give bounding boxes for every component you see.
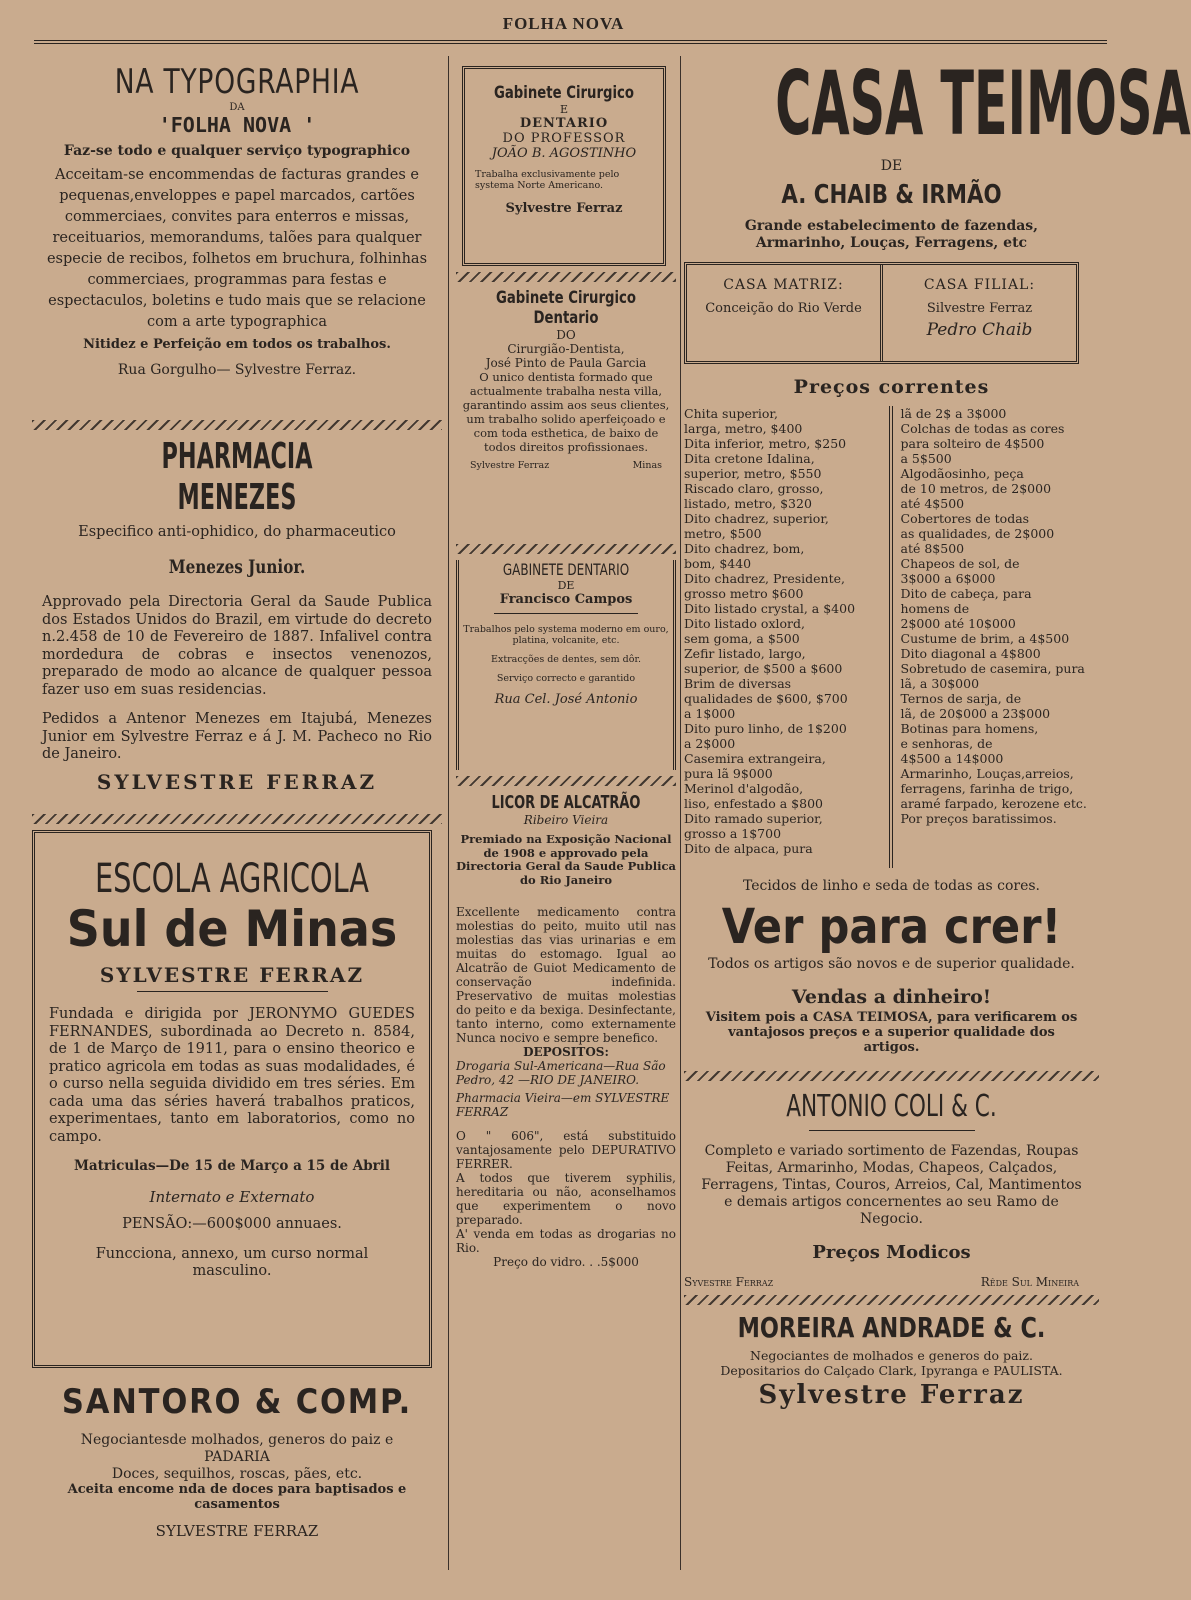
ad-body: Acceitam-se encommendas de facturas grandes e pequenas,enveloppes e papel marcados, cartões commerciaes, convites para enterros e missas, receituarios, memorandums, talões para qualquer especie de recibos, folhetos em bruchura, folhinhas commerciaes, programmas para festas e espectaculos, boletins e tudo mais que se relacione com a arte typographica — [46, 167, 428, 330]
price-list-entry: para solteiro de 4$500 — [900, 436, 1045, 451]
price-list-entry: Dito de cabeça, para — [900, 586, 1032, 601]
price-list-entry: Dito listado oxlord, — [684, 616, 805, 631]
price-list-entry: Dito chadrez, Presidente, grosso metro $600 — [684, 571, 845, 601]
price-list-entry: Chapeos de sol, de — [900, 556, 1020, 571]
ad-drogaria: Drogaria Sul-Americana—Rua São Pedro, 42 —RIO DE JANEIRO. — [456, 1059, 666, 1087]
price-list-entry: Armarinho, Louças,arreios, ferragens, farinha de trigo, aramé farpado, kerozene etc. — [900, 766, 1087, 811]
ad-title: SANTORO & COMP. — [61, 1382, 413, 1422]
price-list-entry: 2$000 até 10$000 — [900, 616, 1016, 631]
gabinete1-ad — [462, 66, 666, 266]
licor-ad — [456, 792, 676, 1269]
filial-box — [883, 265, 1076, 361]
ornament-rule — [809, 1130, 975, 1131]
ad-place: Sylvestre Ferraz — [758, 1380, 1025, 1410]
price-list-entry: Ternos de sarja, de — [900, 691, 1022, 706]
ad-title: LICOR DE ALCATRÃO — [491, 792, 641, 813]
price-list-entry: Dito listado crystal, a $400 — [684, 601, 856, 616]
ad-dentario: Dentario — [533, 308, 599, 328]
price-list-entry: Dito chadrez, superior, — [684, 511, 829, 526]
ad-address: Rua Gorgulho— Sylvestre Ferraz. — [117, 362, 357, 378]
coli-ad — [684, 1089, 1099, 1289]
price-list-entry: Cobertores de todas — [900, 511, 1030, 526]
column-divider-2 — [680, 56, 681, 1570]
price-list-entry: a 2$000 — [684, 736, 736, 751]
price-list-entry: Chita superior, — [684, 406, 779, 421]
price-list-entry: a 1$000 — [684, 706, 736, 721]
price-list-entry: 3$000 a 6$000 — [900, 571, 996, 586]
price-list-entry: Algodãosinho, peça — [900, 466, 1024, 481]
ad-place1: Sylvestre Ferraz — [470, 460, 550, 471]
price-list-entry: grosso a 1$700 — [684, 826, 782, 841]
ad-place: SYLVESTRE FERRAZ — [99, 963, 365, 987]
ad-title: ANTONIO COLI & C. — [786, 1089, 997, 1124]
price-list-entry: metro, $500 — [684, 526, 762, 541]
filial-place: Silvestre Ferraz — [926, 301, 1033, 316]
ad-title: CASA TEIMOSA — [775, 52, 1191, 155]
ad-title: Gabinete Cirurgico — [495, 288, 637, 308]
price-list-entry: larga, metro, $400 — [684, 421, 803, 436]
price-list-entry: até 4$500 — [900, 496, 965, 511]
column-divider-1 — [448, 56, 449, 1570]
price-list-entry: sem goma, a $500 — [684, 631, 800, 646]
ad-sub: Grande estabelecimento de fazendas, Armarinho, Louças, Ferragens, etc — [744, 218, 1039, 251]
price-list-entry: superior, de $500 a $600 — [684, 661, 843, 676]
ad-precos: Preços Modicos — [812, 1242, 971, 1263]
divider-ornament — [456, 272, 676, 282]
column-right — [684, 50, 1191, 1574]
ad-title: PHARMACIA MENEZES — [161, 436, 313, 518]
ad-de: DE — [880, 158, 903, 174]
price-list-entry: Zefir listado, largo, — [684, 646, 806, 661]
ad-venda: A' venda em todas as drogarias no Rio. — [456, 1227, 676, 1255]
price-list-entry: Dito ramado superior, — [684, 811, 823, 826]
column-middle — [456, 50, 676, 1574]
price-list-entry: Colchas de todas as cores — [900, 421, 1065, 436]
ad-pharmacia: Pharmacia Vieira—em SYLVESTRE FERRAZ — [456, 1091, 670, 1119]
ad-place: SYLVESTRE FERRAZ — [96, 769, 378, 794]
price-list-right — [893, 406, 1100, 868]
column-left — [32, 50, 442, 1574]
masthead: FOLHA NOVA — [502, 14, 625, 33]
ad-novos: Todos os artigos são novos e de superior qualidade. — [708, 956, 1075, 972]
divider-ornament — [32, 420, 442, 430]
price-list-entry: Brim de diversas — [684, 676, 792, 691]
ad-place2: Rêde Sul Mineira — [980, 1275, 1079, 1289]
price-list-entry: Dito de alpaca, pura — [684, 841, 813, 856]
price-list-entry: Por preços baratissimos. — [900, 811, 1057, 826]
ad-owner: A. CHAIB & IRMÃO — [781, 180, 1002, 210]
divider-ornament — [684, 1295, 1099, 1305]
ad-name: Menezes Junior. — [168, 556, 306, 578]
ad-place1: Syvestre Ferraz — [684, 1275, 774, 1289]
ornament-rule — [137, 991, 328, 992]
typographia-ad — [32, 62, 442, 414]
ad-subtitle: Faz-se todo e qualquer serviço typographico — [63, 143, 411, 159]
price-list-entry: pura lã 9$000 — [684, 766, 773, 781]
price-list-entry: e senhoras, de — [900, 736, 993, 751]
ad-body3: Aceita encome nda de doces para baptisados e casamentos — [67, 1482, 407, 1512]
price-list-entry: Dito diagonal a 4$800 — [900, 646, 1041, 661]
ad-body: Negociantes de molhados e generos do paiz. Depositarios do Calçado Clark, Ipyranga e PAULISTA. — [720, 1348, 1063, 1378]
ad-premio: Premiado na Exposição Nacional de 1908 e approvado pela Directoria Geral da Saude Publica do Rio Janeiro — [456, 832, 676, 887]
price-list-entry: 4$500 a 14$000 — [900, 751, 1004, 766]
price-list-entry: Dita cretone Idalina, — [684, 451, 815, 466]
ad-body2: Doces, sequilhos, roscas, pães, etc. — [111, 1466, 363, 1482]
filial-name: Pedro Chaib — [926, 320, 1033, 340]
ad-title-line2: Sul de Minas — [66, 900, 398, 958]
top-rule — [34, 40, 1107, 47]
ad-place: Sylvestre Ferraz — [505, 201, 623, 216]
ad-body: Completo e variado sortimento de Fazendas, Roupas Feitas, Armarinho, Modas, Chapeos, Calçados, Ferragens, Tintas, Couros, Arreios, Cal, Mantimentos e demais artigos concernentes ao seu Ramo de Negocio. — [701, 1143, 1082, 1227]
ad-line1: Trabalhos pelo systema moderno em ouro, platina, volcanite, etc. — [463, 624, 669, 646]
ad-subtitle: Especifico anti-ophidico, do pharmaceutico — [78, 524, 396, 540]
ad-paper-name: 'FOLHA NOVA ' — [158, 113, 316, 137]
ad-e: E — [559, 103, 569, 116]
ad-name: José Pinto de Paula Garcia — [485, 356, 647, 370]
ad-title: Gabinete Cirurgico — [493, 83, 635, 103]
ad-body: Excellente medicamento contra molestias do peito, muito util nas molestias das vias urinarias e em muitas do estomago. Igual ao Alcatrão de Guiot Medicamento de conservação indefinida. Preservativo de muitas molestias do peito e da bexiga. Desinfectante, tanto interno, como externamente Nunca nocivo e sempre benefico. — [456, 905, 676, 1045]
ad-tecidos: Tecidos de linho e seda de todas as cores. — [743, 878, 1040, 894]
ad-place: SYLVESTRE FERRAZ — [155, 1522, 319, 1540]
gabinete2-ad — [456, 288, 676, 538]
ad-dentario: DENTARIO — [519, 116, 609, 131]
ad-role: Cirurgião-Dentista, — [507, 342, 625, 356]
escola-ad — [32, 830, 432, 1368]
ad-title: NA TYPOGRAPHIA — [114, 62, 360, 102]
ad-sub: Ribeiro Vieira — [523, 813, 609, 827]
price-list-entry: Dita inferior, metro, $250 — [684, 436, 847, 451]
ad-visitem: Visitem pois a CASA TEIMOSA, para verificarem os vantajosos preços e a superior qualidade dos artigos. — [705, 1010, 1078, 1055]
price-list-entry: listado, metro, $320 — [684, 496, 812, 511]
santoro-ad — [32, 1382, 442, 1540]
filial-label: CASA FILIAL: — [923, 277, 1036, 293]
price-list-entry: superior, metro, $550 — [684, 466, 822, 481]
price-list-left — [684, 406, 893, 868]
ad-do: DO PROFESSOR — [502, 131, 626, 146]
ad-line2: Extracções de dentes, sem dôr. — [491, 654, 641, 665]
price-list-entry: qualidades de $600, $700 — [684, 691, 848, 706]
price-list-entry: Custume de brim, a 4$500 — [900, 631, 1070, 646]
ornament-rule — [494, 613, 638, 614]
ad-ver-para-crer: Ver para crer! — [721, 899, 1062, 955]
moreira-ad — [684, 1311, 1099, 1410]
ad-matriculas: Matriculas—De 15 de Março a 15 de Abril — [73, 1158, 391, 1174]
ad-body: Fundada e dirigida por JERONYMO GUEDES FERNANDES, subordinada ao Decreto n. 8584, de 1 de Março de 1911, para o ensino theorico e pratico agricola em todas as suas modalidades, é o curso nella seguida dividido em tres séries. Em cada uma das séries haverá trabalhos praticos, experimentaes, tanto em laboratorios, como no campo. — [49, 1006, 415, 1145]
divider-ornament — [456, 544, 676, 554]
gabinete3-ad — [456, 560, 676, 770]
matriz-label: CASA MATRIZ: — [723, 277, 844, 293]
ad-title-line1: ESCOLA AGRICOLA — [94, 856, 370, 902]
price-list-entry: Dito puro linho, de 1$200 — [684, 721, 847, 736]
ad-body: Trabalha exclusivamente pelo systema Norte Americano. — [475, 169, 620, 191]
price-list-entry: Casemira extrangeira, — [684, 751, 826, 766]
ad-orders: Pedidos a Antenor Menezes em Itajubá, Menezes Junior em Sylvestre Ferraz e á J. M. Pacheco no Rio de Janeiro. — [42, 711, 432, 762]
price-list-entry: a 5$500 — [900, 451, 952, 466]
ad-pensao: PENSÃO:—600$000 annuaes. — [122, 1216, 342, 1232]
ad-do: DO — [556, 328, 576, 342]
divider-ornament — [456, 776, 676, 786]
ad-depositos: DEPOSITOS: — [523, 1045, 609, 1059]
ad-name: Francisco Campos — [499, 592, 633, 607]
price-list-entry: Riscado claro, grosso, — [684, 481, 824, 496]
ad-address: Rua Cel. José Antonio — [494, 692, 638, 707]
ad-place2: Minas — [632, 460, 662, 471]
divider-ornament — [684, 1071, 1099, 1081]
price-list-entry: liso, enfestado a $800 — [684, 796, 823, 811]
casa-teimosa-ad — [684, 52, 1191, 1055]
ad-body: Approvado pela Directoria Geral da Saude Publica dos Estados Unidos do Brazil, em virtude do decreto n.2.458 de 10 de Fevereiro de 1887. Infalivel contra mordedura de cobras e insectos venenozos, preparado de modo ao alcance de qualquer pessoa fazer uso em suas residencias. — [42, 594, 432, 698]
price-list-entry: de 10 metros, de 2$000 — [900, 481, 1052, 496]
price-list-entry: lã, de 20$000 a 23$000 — [900, 706, 1051, 721]
price-list-entry: Sobretudo de casemira, pura lã, a 30$000 — [900, 661, 1085, 691]
precos-heading: Preços correntes — [793, 376, 990, 398]
price-list-entry: homens de — [900, 601, 970, 616]
ad-line3: Serviço correcto e garantido — [496, 673, 636, 684]
price-list-entry: Merinol d'algodão, — [684, 781, 804, 796]
ad-de: DE — [557, 579, 575, 592]
ad-preco: Preço do vidro. . .5$000 — [493, 1255, 639, 1269]
pharmacia-ad — [32, 436, 442, 808]
ad-curso: Funcciona, annexo, um curso normal masculino. — [95, 1246, 369, 1279]
price-list-entry: Botinas para homens, — [900, 721, 1039, 736]
ad-vendas: Vendas a dinheiro! — [791, 986, 992, 1008]
divider-ornament — [32, 814, 442, 824]
ad-body1: Negociantesde molhados, generos do paiz e PADARIA — [80, 1432, 394, 1465]
ad-syphilis: A todos que tiverem syphilis, hereditaria ou não, aconselhamos que experimentem o novo preparado. — [456, 1171, 676, 1227]
price-list — [684, 406, 1099, 868]
price-list-entry: as qualidades, de 2$000 — [900, 526, 1055, 541]
price-list-entry: Dito chadrez, bom, — [684, 541, 805, 556]
price-list-entry: lã de 2$ a 3$000 — [900, 406, 1007, 421]
ad-motto: Nitidez e Perfeição em todos os trabalhos. — [83, 337, 391, 352]
ad-606: O " 606", está substituido vantajosamente pelo DEPURATIVO FERRER. — [456, 1129, 676, 1171]
price-list-entry: até 8$500 — [900, 541, 965, 556]
ad-title: MOREIRA ANDRADE & C. — [737, 1311, 1046, 1344]
ad-title: GABINETE DENTARIO — [502, 560, 630, 579]
matriz-place: Conceição do Rio Verde — [705, 301, 862, 316]
branches-box — [684, 262, 1079, 364]
ad-internato: Internato e Externato — [149, 1188, 315, 1206]
ad-name: JOÃO B. AGOSTINHO — [491, 146, 637, 161]
ad-da: DA — [229, 102, 245, 113]
matriz-box — [687, 265, 883, 361]
price-list-entry: bom, $440 — [684, 556, 752, 571]
ad-body: O unico dentista formado que actualmente trabalha nesta villa, garantindo assim aos seus clientes, um trabalho solido aperfeiçoado e com toda esthetica, de baixo de todos direitos profissionaes. — [462, 370, 670, 454]
